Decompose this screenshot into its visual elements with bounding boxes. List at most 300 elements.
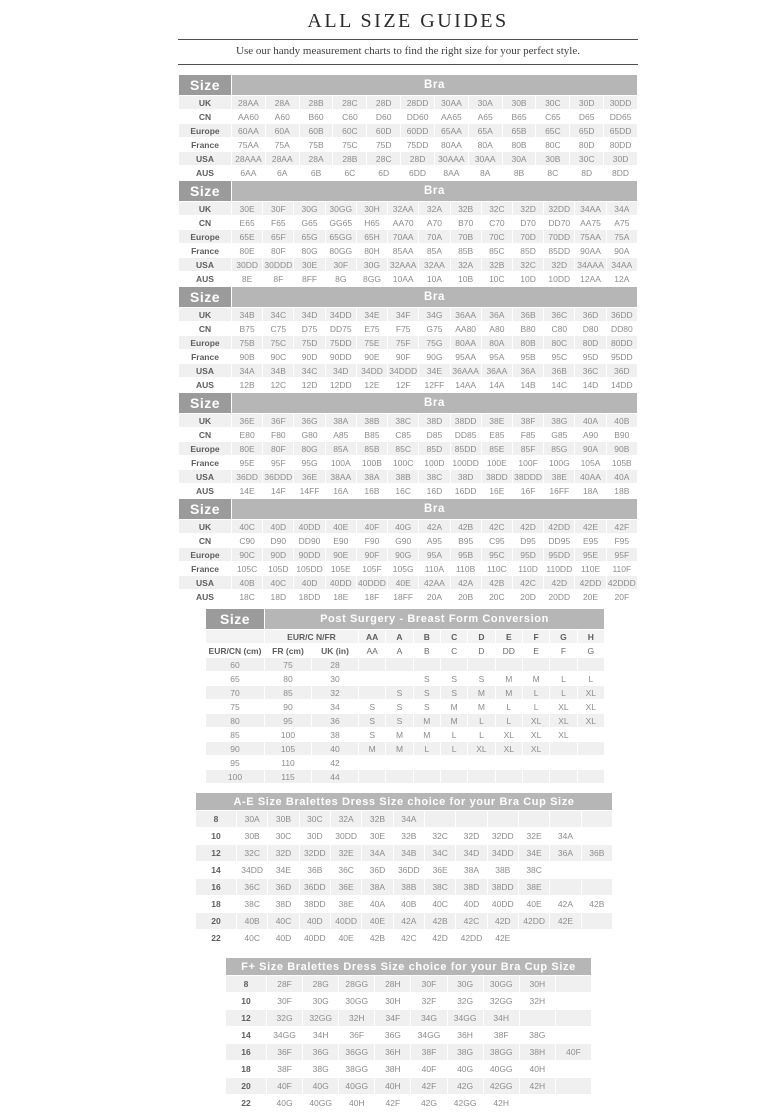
size-cell: 65B <box>503 124 536 137</box>
size-cell: 85D <box>419 442 449 455</box>
size-cell: 40GG <box>309 1098 332 1108</box>
size-cell: 60DD <box>401 124 434 137</box>
size-cell: 65C <box>536 124 569 137</box>
size-cell: 38GG <box>484 1044 519 1060</box>
bra-size-table-2 <box>178 180 638 286</box>
size-cell: 42F <box>607 520 637 533</box>
size-cell: 65AA <box>435 124 468 137</box>
size-cell: 36E <box>232 414 262 427</box>
row-label: AUS <box>196 379 214 390</box>
size-cell: 38C <box>526 865 542 875</box>
size-cell: 65A <box>469 124 502 137</box>
size-cell: 40DD <box>303 933 326 943</box>
size-cell: 85C <box>489 245 505 256</box>
size-cell: AA60 <box>238 111 259 122</box>
size-cell: 38E <box>338 899 354 909</box>
size-cell: 70DD <box>544 230 574 243</box>
size-cell: 8A <box>480 167 491 178</box>
size-cell: 38D <box>275 899 292 909</box>
size-cell: 6B <box>310 167 322 178</box>
size-cell: 36G <box>303 1044 338 1060</box>
size-cell <box>582 811 612 827</box>
size-cell: L <box>550 686 576 699</box>
size-cell: 85A <box>426 245 442 256</box>
size-cell: 80D <box>578 139 595 150</box>
size-cell: 36F <box>267 1044 302 1060</box>
table-row <box>226 976 591 992</box>
size-cell: 36E <box>432 865 448 875</box>
bralettes-fplus-header: F+ Size Bralettes Dress Size choice for your Bra Cup Size <box>226 958 591 975</box>
size-cell: 42B <box>425 913 455 929</box>
size-cell: 34DD <box>488 845 518 861</box>
size-cell: 85F <box>513 442 543 455</box>
size-cell <box>359 770 385 783</box>
size-cell: 110D <box>518 563 538 574</box>
size-cell: 40C <box>244 933 260 943</box>
table-row <box>179 442 637 455</box>
size-cell: 44 <box>312 770 358 783</box>
size-cell: XL <box>496 742 522 755</box>
size-cell: 20DD <box>548 591 571 602</box>
size-cell: S <box>441 686 467 699</box>
size-cell: 28F <box>267 976 302 992</box>
size-cell: 28 <box>312 658 358 671</box>
table-row <box>179 548 637 561</box>
size-cell: 30F <box>411 976 446 992</box>
size-cell: 40DD <box>491 899 514 909</box>
size-cell: 32B <box>401 831 417 841</box>
size-cell: 38DD <box>451 414 481 427</box>
size-cell: 40E <box>338 933 354 943</box>
size-cell: 30A <box>503 152 536 165</box>
size-cell: 100 <box>206 770 264 783</box>
size-cell: B70 <box>458 217 474 228</box>
size-cell: 34A <box>557 831 573 841</box>
size-cell: 34DD <box>326 308 356 321</box>
table-row <box>179 336 637 349</box>
row-label: France <box>191 245 219 256</box>
size-cell: E90 <box>333 535 349 546</box>
size-cell: 36DD <box>300 879 330 895</box>
column-header: F <box>560 645 567 656</box>
row-label: 8 <box>196 811 236 827</box>
size-cell: G85 <box>551 429 568 440</box>
size-cell: 16FF <box>549 485 570 496</box>
table-row <box>226 1061 591 1077</box>
size-cell: 38DD <box>303 899 326 909</box>
table-row <box>206 728 604 741</box>
table-row <box>206 770 604 783</box>
table-row <box>179 562 637 575</box>
size-cell: 40G <box>276 1098 293 1108</box>
size-cell: 80 <box>283 673 293 684</box>
size-cell: 85G <box>544 442 574 455</box>
size-cell: 28AA <box>232 96 265 109</box>
size-cell: L <box>561 673 566 684</box>
size-cell: 30GG <box>345 996 369 1006</box>
size-cell: 36G <box>384 1030 401 1040</box>
size-cell: 36AA <box>482 364 512 377</box>
size-cell: 42AA <box>419 576 449 589</box>
size-cell: 34AA <box>607 258 637 271</box>
size-cell: 85 <box>265 686 311 699</box>
size-cell: 40DDD <box>358 577 386 588</box>
size-cell: 75 <box>230 701 240 712</box>
size-cell: 36A <box>513 364 543 377</box>
size-cell: 38B <box>394 879 424 895</box>
size-cell: 6D <box>378 167 390 178</box>
table-row <box>179 308 637 321</box>
size-cell: 42A <box>394 913 424 929</box>
size-cell: 105G <box>392 563 414 574</box>
size-cell <box>441 770 467 783</box>
row-label: UK <box>179 308 231 321</box>
size-cell: 34GG <box>448 1010 483 1026</box>
row-label: 10 <box>241 996 251 1006</box>
column-header: EUR/CN (cm) <box>208 645 262 656</box>
size-cell: 30B <box>268 811 298 827</box>
size-cell: 42C <box>401 933 417 943</box>
size-cell <box>582 862 612 878</box>
size-cell: 34GG <box>273 1030 296 1040</box>
size-cell: 60AA <box>232 124 265 137</box>
size-cell: 32AAA <box>389 259 417 270</box>
size-cell: 30C <box>300 811 330 827</box>
row-label: France <box>191 563 219 574</box>
size-cell: 32A <box>419 202 449 215</box>
size-cell: 42D <box>488 913 518 929</box>
size-cell: 42DD <box>544 520 574 533</box>
size-cell: 40D <box>275 933 292 943</box>
size-cell: 75DD <box>406 139 429 150</box>
size-cell: 65F <box>263 230 293 243</box>
size-cell: 110 <box>281 757 295 768</box>
size-cell: 40A <box>369 899 386 909</box>
size-cell: 42F <box>411 1078 446 1094</box>
table-row <box>226 1027 591 1043</box>
size-cell: 75F <box>388 336 418 349</box>
size-cell: 28A <box>300 152 333 165</box>
size-cell <box>425 811 455 827</box>
table-row <box>179 590 637 603</box>
size-cell: 30AAA <box>435 152 468 165</box>
table-row <box>226 1010 591 1026</box>
size-cell: 16E <box>489 485 505 496</box>
size-cell: 30B <box>503 96 536 109</box>
table-row <box>179 484 637 497</box>
size-cell: 90E <box>326 548 356 561</box>
size-cell: 32A <box>331 811 361 827</box>
size-cell: F65 <box>271 217 286 228</box>
size-cell: 30E <box>294 258 324 271</box>
size-cell: AA75 <box>580 217 601 228</box>
size-cell: 8F <box>273 273 284 284</box>
size-cell: 32D <box>544 258 574 271</box>
size-cell: 38C <box>244 899 260 909</box>
size-cell: 70B <box>451 230 481 243</box>
size-cell: 38F <box>277 1064 292 1074</box>
size-cell <box>550 862 580 878</box>
size-cell: 32E <box>331 845 361 861</box>
size-cell: 30DD <box>604 96 637 109</box>
size-cell: 32A <box>451 258 481 271</box>
size-cell: 90C <box>270 351 287 362</box>
size-cell: 10D <box>520 273 536 284</box>
size-cell: 40G <box>388 520 418 533</box>
size-column-header: Size <box>206 609 264 629</box>
table-row <box>196 913 612 929</box>
size-cell: L <box>451 729 457 740</box>
size-cell <box>386 770 412 783</box>
size-cell: 36B <box>307 865 323 875</box>
size-cell: 20F <box>614 591 630 602</box>
size-cell: 34A <box>607 202 637 215</box>
size-cell <box>550 658 576 671</box>
size-cell: 34F <box>375 1010 410 1026</box>
size-cell: 34E <box>419 364 449 377</box>
size-cell: B85 <box>364 429 380 440</box>
size-cell: 80D <box>575 336 605 349</box>
size-cell <box>519 930 549 946</box>
size-cell: M <box>505 673 513 684</box>
size-cell <box>441 658 467 671</box>
size-cell: M <box>477 701 486 712</box>
size-cell: 30AA <box>435 96 468 109</box>
row-label: 22 <box>211 933 221 943</box>
size-cell: 75D <box>294 336 324 349</box>
size-cell: 40DD <box>294 520 324 533</box>
size-cell: 90B <box>239 351 255 362</box>
size-cell: H65 <box>364 217 380 228</box>
size-cell: 105C <box>236 563 258 574</box>
size-cell: 60D <box>367 124 400 137</box>
size-cell: 14B <box>520 379 536 390</box>
size-cell: 32C <box>513 258 543 271</box>
size-cell: 95AA <box>455 351 477 362</box>
size-cell: 85 <box>230 729 240 740</box>
table-row <box>179 378 637 391</box>
size-cell: 100E <box>486 457 507 468</box>
size-cell: 80E <box>239 245 255 256</box>
row-label: CN <box>198 217 212 228</box>
size-cell: S <box>396 701 403 712</box>
bra-size-table-1 <box>178 74 638 180</box>
size-cell: M <box>423 729 431 740</box>
size-cell: 30G <box>312 996 329 1006</box>
size-cell: 65E <box>232 230 262 243</box>
size-cell: 30G <box>294 202 324 215</box>
table-row <box>179 414 637 427</box>
size-cell: 32C <box>432 831 448 841</box>
size-cell: 30H <box>520 976 555 992</box>
size-cell: 28C <box>367 152 400 165</box>
size-cell: 42E <box>495 933 511 943</box>
size-cell: 38G <box>312 1064 329 1074</box>
size-cell <box>496 756 522 769</box>
size-cell: A75 <box>614 217 630 228</box>
size-cell: 36F <box>349 1030 365 1040</box>
size-cell: 34E <box>519 845 549 861</box>
size-cell: 34GG <box>417 1030 441 1040</box>
table-row <box>179 124 637 137</box>
size-cell: 34A <box>362 845 392 861</box>
size-cell: XL <box>523 714 549 727</box>
size-cell: 65DD <box>604 124 637 137</box>
bra-column-header: Bra <box>232 75 637 95</box>
size-cell <box>359 756 385 769</box>
row-label: 12 <box>196 845 236 861</box>
size-cell: 80A <box>477 139 493 150</box>
size-cell: 85E <box>482 442 512 455</box>
size-cell: 75E <box>357 336 387 349</box>
size-cell: 32F <box>421 996 437 1006</box>
size-cell: 38G <box>544 414 574 427</box>
size-cell <box>578 728 604 741</box>
size-cell: 40C <box>263 576 293 589</box>
size-cell <box>550 770 576 783</box>
size-cell: 34E <box>357 308 387 321</box>
size-cell: M <box>441 714 467 727</box>
size-cell: 42GG <box>453 1098 477 1108</box>
size-cell: 42GG <box>484 1078 519 1094</box>
size-cell: 36E <box>294 470 324 483</box>
size-cell <box>578 658 604 671</box>
size-cell: 60 <box>206 658 264 671</box>
cup-header: D <box>468 630 494 643</box>
size-cell: 12C <box>270 379 287 390</box>
size-cell: 95E <box>239 457 255 468</box>
size-cell: DD85 <box>454 429 477 440</box>
size-cell: 95B <box>451 548 481 561</box>
table-row <box>179 272 637 285</box>
row-label: UK <box>179 202 231 215</box>
size-cell: 38H <box>385 1064 401 1074</box>
size-cell: 65GG <box>326 230 356 243</box>
size-cell: 34B <box>263 364 293 377</box>
size-cell: 40F <box>421 1064 437 1074</box>
row-label: CN <box>198 429 212 440</box>
size-cell: 80DD <box>607 336 637 349</box>
size-cell: 105DD <box>296 563 323 574</box>
size-cell: 38D <box>419 414 449 427</box>
size-cell: B95 <box>458 535 474 546</box>
row-label: France <box>191 351 219 362</box>
table-row <box>196 896 612 912</box>
size-cell: 110F <box>612 563 632 574</box>
size-cell: 85A <box>326 442 356 455</box>
size-cell: 32H <box>529 996 546 1006</box>
size-cell <box>550 930 580 946</box>
size-cell: 28B <box>300 96 333 109</box>
size-cell: F75 <box>395 323 411 334</box>
size-cell: D70 <box>520 217 536 228</box>
row-label: Europe <box>179 548 231 561</box>
bralettes-ae-table <box>195 792 613 947</box>
row-label: USA <box>179 364 231 377</box>
size-cell: 34F <box>388 308 418 321</box>
size-cell: 38DDD <box>514 471 543 482</box>
row-label: UK <box>179 414 231 427</box>
row-label: 14 <box>211 865 221 875</box>
cup-header: G <box>550 630 576 643</box>
column-header: C <box>451 645 458 656</box>
table-row <box>179 576 637 589</box>
row-label: 20 <box>196 913 236 929</box>
size-cell: 42DD <box>519 913 549 929</box>
size-cell: 40D <box>263 520 293 533</box>
size-cell: 75 <box>265 658 311 671</box>
size-cell: 42H <box>493 1098 509 1108</box>
size-cell: 38A <box>326 414 356 427</box>
size-cell: 30H <box>357 202 387 215</box>
size-cell: 36B <box>582 845 612 861</box>
size-cell: 75G <box>419 336 449 349</box>
size-cell: 32G <box>267 1010 302 1026</box>
size-cell: 28A <box>266 96 299 109</box>
size-cell: 40C <box>432 899 448 909</box>
table-row <box>206 658 604 671</box>
size-cell <box>519 811 549 827</box>
size-cell: 95C <box>551 351 568 362</box>
size-cell: 34D <box>294 308 324 321</box>
size-cell: 34G <box>411 1010 446 1026</box>
size-cell: 38F <box>513 414 543 427</box>
size-cell: 30G <box>448 976 483 992</box>
size-cell: 30E <box>369 831 386 841</box>
table-row <box>206 742 604 755</box>
size-cell: 95E <box>575 548 605 561</box>
size-cell: 38E <box>519 879 549 895</box>
size-cell: S <box>386 686 412 699</box>
row-label: CN <box>198 535 212 546</box>
size-cell: G80 <box>301 429 318 440</box>
size-cell: XL <box>558 729 569 740</box>
table-row <box>179 534 637 547</box>
size-cell: C95 <box>489 535 505 546</box>
row-label: CN <box>198 111 212 122</box>
size-cell: 42DD <box>575 576 605 589</box>
size-cell: 20E <box>582 591 599 602</box>
size-cell: 16C <box>395 485 411 496</box>
size-cell: 38C <box>419 470 449 483</box>
row-label: USA <box>179 576 231 589</box>
size-cell: 90G <box>388 548 418 561</box>
size-cell: 38G <box>448 1044 483 1060</box>
size-cell: 85B <box>458 245 474 256</box>
size-cell: 38G <box>529 1030 546 1040</box>
size-cell: 60B <box>300 124 333 137</box>
size-cell: M <box>532 673 540 684</box>
size-cell: 36G <box>294 414 324 427</box>
size-cell: 80C <box>544 336 574 349</box>
size-cell: M <box>359 742 385 755</box>
column-header: D <box>478 645 485 656</box>
size-cell: 40F <box>267 1078 302 1094</box>
size-cell <box>414 770 440 783</box>
size-cell: 38A <box>362 879 392 895</box>
size-cell: 34H <box>312 1030 329 1040</box>
row-label: 20 <box>226 1078 266 1094</box>
size-cell: 32D <box>463 831 480 841</box>
row-label: AUS <box>196 167 214 178</box>
size-cell: 30C <box>275 831 292 841</box>
size-cell: 10AA <box>392 273 414 284</box>
size-cell: 95DD <box>544 548 574 561</box>
size-cell: 75C <box>342 139 358 150</box>
size-cell: XL <box>523 742 549 755</box>
size-cell: 14E <box>239 485 255 496</box>
size-cell: 42D <box>544 576 574 589</box>
